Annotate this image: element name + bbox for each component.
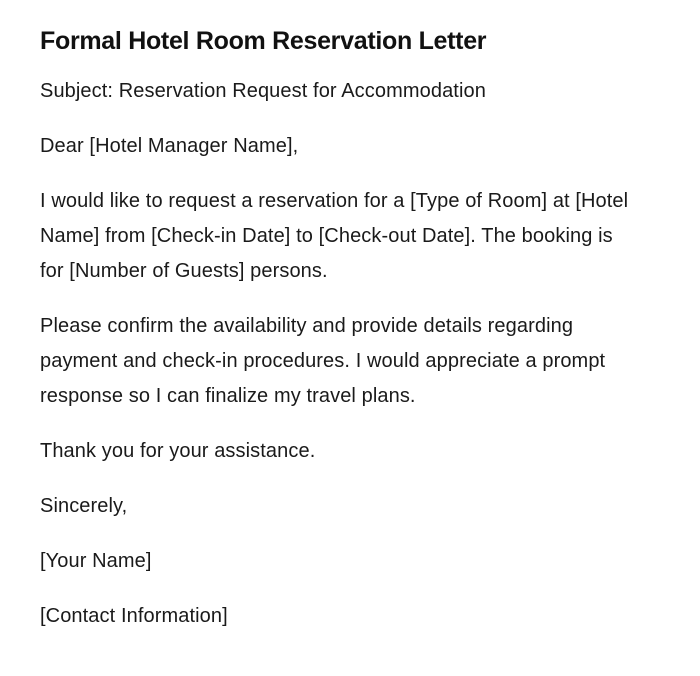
letter (40, 24, 640, 654)
letter-signature: [Your Name] (40, 550, 152, 572)
letter-salutation: Dear [Hotel Manager Name], (40, 135, 299, 157)
letter-contact: [Contact Information] (40, 605, 228, 627)
letter-closing: Sincerely, (40, 495, 128, 517)
letter-body-paragraph-1: I would like to request a reservation for a [Type of Room] at [Hotel Name] from [Check-in Date] to [Check-out Date]. The booking is for [Number of Guests] persons. (40, 190, 629, 282)
letter-body-paragraph-2: Please confirm the availability and provide details regarding payment and check-in procedures. I would appreciate a prompt response so I can finalize my travel plans. (40, 315, 606, 407)
letter-subject: Subject: Reservation Request for Accommodation (40, 80, 486, 102)
letter-title: Formal Hotel Room Reservation Letter (40, 27, 487, 55)
letter-thanks: Thank you for your assistance. (40, 440, 316, 462)
